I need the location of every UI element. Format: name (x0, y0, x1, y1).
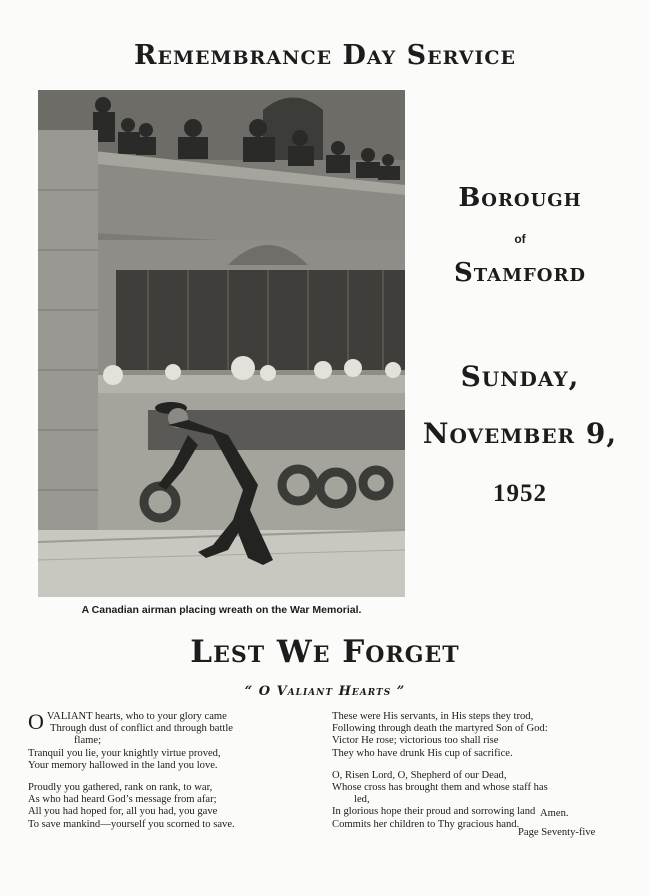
town-heading: Stamford (453, 258, 587, 288)
verse-line: O, Risen Lord, O, Shepherd of our Dead, (332, 769, 507, 781)
verse-line: Proudly you gathered, rank on rank, to war, (28, 782, 213, 794)
hymn-column-left (28, 711, 313, 831)
verse-line: Your memory hallowed in the land you love. (28, 759, 218, 771)
verse-line: Following through death the martyred Son of God: (332, 723, 548, 735)
verse-line: flame; (74, 735, 102, 747)
photo-caption: A Canadian airman placing wreath on the War Memorial. (81, 604, 362, 616)
motto-heading: Lest We Forget (190, 634, 460, 670)
verse-line: These were His servants, in His steps they trod, (332, 711, 534, 722)
verse-line: All you had hoped for, all you had, you gave (28, 806, 218, 818)
verse-line: Through dust of conflict and through battle (50, 723, 233, 735)
drop-cap: O (28, 709, 44, 734)
verse-line: VALIANT hearts, who to your glory came (46, 711, 227, 722)
verse-line: Tranquil you lie, your knightly virtue proved, (28, 747, 221, 759)
hymn-column-right (332, 711, 614, 831)
verse-line: To save mankind—yourself you scorned to save. (28, 818, 235, 830)
amen-text: Amen. (540, 808, 569, 819)
verse-line: Victor He rose; victorious too shall rise (332, 735, 499, 747)
verse-line: As who had heard God’s message from afar; (28, 794, 217, 806)
hymn-title: “ O Valiant Hearts ” (244, 684, 406, 699)
day-heading: Sunday, (460, 360, 580, 393)
verse-line: In glorious hope their proud and sorrowing land (332, 806, 536, 818)
verse-line: Whose cross has brought them and whose staff has (332, 782, 548, 794)
page-title: Remembrance Day Service (134, 40, 516, 71)
date-heading: November 9, (422, 417, 618, 450)
war-memorial-photo (38, 90, 405, 597)
verse-line: They who have drunk His cup of sacrifice. (332, 747, 513, 759)
year-heading: 1952 (493, 480, 547, 507)
borough-heading: Borough (458, 183, 582, 213)
verse-line: led, (354, 794, 370, 806)
of-text: of (514, 232, 526, 246)
verse-line: Commits her children to Thy gracious hand. (332, 818, 520, 830)
page-number: Page Seventy-five (518, 827, 596, 838)
